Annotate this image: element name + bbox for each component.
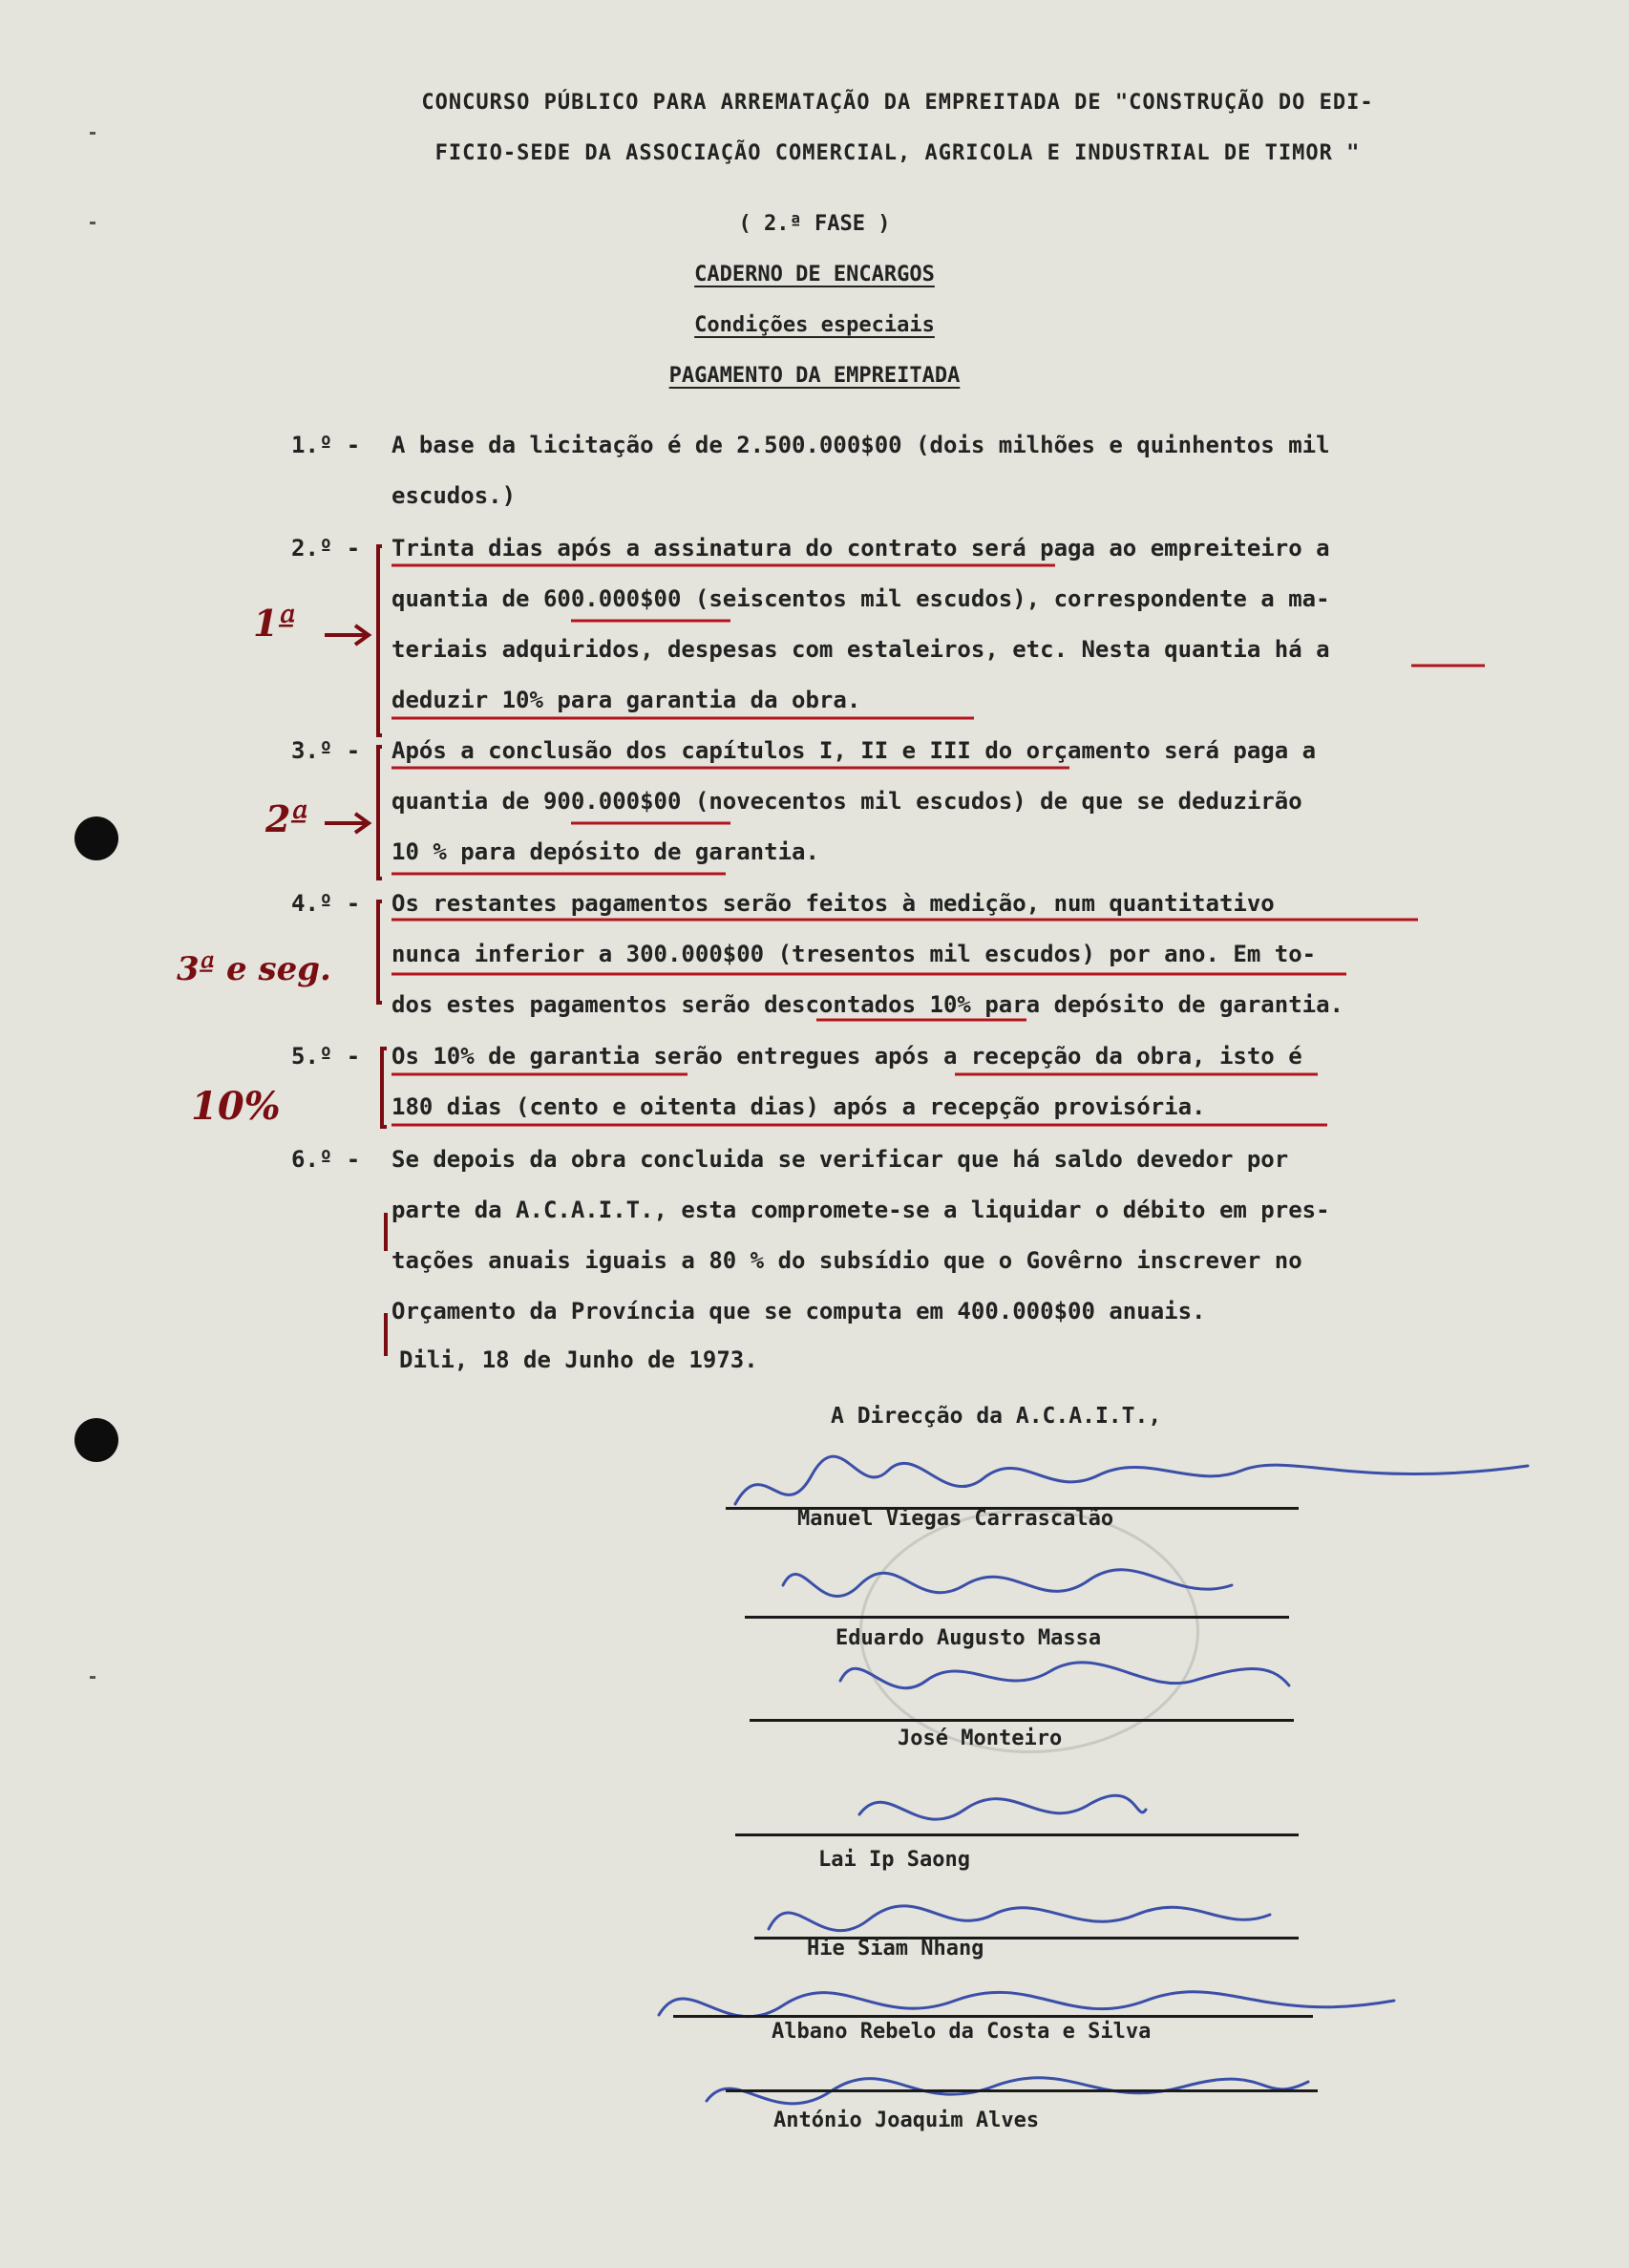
paragraph-line: Os 10% de garantia serão entregues após a recepção da obra, isto é xyxy=(391,1043,1302,1070)
margin-note-4: 10% xyxy=(191,1084,281,1129)
signature-line xyxy=(750,1719,1294,1722)
signatory-name: Lai Ip Saong xyxy=(818,1848,970,1872)
margin-note-3: 3ª e seg. xyxy=(177,950,331,988)
signature-line xyxy=(745,1616,1289,1619)
paragraph-2 xyxy=(291,523,1494,726)
speck xyxy=(90,132,95,135)
signatory-name: António Joaquim Alves xyxy=(773,2109,1040,2132)
paragraph-line: deduzir 10% para garantia da obra. xyxy=(391,687,861,713)
paragraph-line: tações anuais iguais a 80 % do subsídio que o Govêrno inscrever no xyxy=(391,1247,1302,1274)
paragraph-number: 3.º - xyxy=(291,737,361,764)
punch-hole-bottom xyxy=(74,1418,118,1462)
paragraph-4 xyxy=(291,879,1494,1030)
paragraph-number: 1.º - xyxy=(291,432,361,458)
document-date: Dili, 18 de Junho de 1973. xyxy=(399,1346,758,1373)
paragraph-line: Trinta dias após a assinatura do contrato será paga ao empreiteiro a xyxy=(391,535,1330,562)
signatory-name: Hie Siam Nhang xyxy=(807,1937,984,1961)
speck xyxy=(90,1676,95,1679)
paragraph-line: escudos.) xyxy=(391,482,517,509)
paragraph-line: dos estes pagamentos serão descontados 10% para depósito de garantia. xyxy=(391,991,1343,1018)
document-subtitle: Condições especiais xyxy=(694,313,935,337)
paragraph-number: 4.º - xyxy=(291,890,361,917)
paragraph-5 xyxy=(291,1031,1494,1133)
section-title: PAGAMENTO DA EMPREITADA xyxy=(668,364,961,388)
signature-line xyxy=(673,2015,1313,2018)
signatory-name: Eduardo Augusto Massa xyxy=(836,1626,1102,1650)
paragraph-line: quantia de 900.000$00 (novecentos mil escudos) de que se deduzirão xyxy=(391,788,1302,815)
signing-body: A Direcção da A.C.A.I.T., xyxy=(831,1404,1162,1429)
paragraph-1 xyxy=(291,420,1494,521)
paragraph-6 xyxy=(291,1134,1494,1337)
paragraph-line: Os restantes pagamentos serão feitos à medição, num quantitativo xyxy=(391,890,1275,917)
header-line-2: FICIO-SEDE DA ASSOCIAÇÃO COMERCIAL, AGRICOLA E INDUSTRIAL DE TIMOR " xyxy=(434,141,1361,165)
paragraph-number: 2.º - xyxy=(291,535,361,562)
signatory-name: Albano Rebelo da Costa e Silva xyxy=(772,2020,1152,2044)
signatory-name: Manuel Viegas Carrascalão xyxy=(797,1507,1114,1531)
paragraph-line: quantia de 600.000$00 (seiscentos mil escudos), correspondente a ma- xyxy=(391,585,1330,612)
document-title: CADERNO DE ENCARGOS xyxy=(694,263,935,286)
paragraph-line: Orçamento da Província que se computa em 400.000$00 anuais. xyxy=(391,1298,1206,1325)
paragraph-line: nunca inferior a 300.000$00 (tresentos mil escudos) por ano. Em to- xyxy=(391,941,1317,967)
margin-note-1: 1ª xyxy=(253,602,296,645)
signatory-name: José Monteiro xyxy=(898,1727,1063,1750)
paragraph-line: A base da licitação é de 2.500.000$00 (dois milhões e quinhentos mil xyxy=(391,432,1330,458)
paragraph-line: 180 dias (cento e oitenta dias) após a recepção provisória. xyxy=(391,1093,1206,1120)
margin-note-2: 2ª xyxy=(265,797,308,840)
paragraph-line: Se depois da obra concluida se verificar que há saldo devedor por xyxy=(391,1146,1289,1173)
paragraph-line: teriais adquiridos, despesas com estaleiros, etc. Nesta quantia há a xyxy=(391,636,1330,663)
header-line-1: CONCURSO PÚBLICO PARA ARREMATAÇÃO DA EMPREITADA DE "CONSTRUÇÃO DO EDI- xyxy=(421,91,1374,115)
paragraph-number: 5.º - xyxy=(291,1043,361,1070)
signature-line xyxy=(726,2089,1318,2092)
punch-hole-top xyxy=(74,816,118,860)
paragraph-3 xyxy=(291,726,1494,878)
paragraph-number: 6.º - xyxy=(291,1146,361,1173)
signature-line xyxy=(735,1833,1299,1836)
phase-label: ( 2.ª FASE ) xyxy=(738,212,891,236)
paragraph-line: Após a conclusão dos capítulos I, II e III do orçamento será paga a xyxy=(391,737,1317,764)
paragraph-line: 10 % para depósito de garantia. xyxy=(391,838,819,865)
paragraph-line: parte da A.C.A.I.T., esta compromete-se a liquidar o débito em pres- xyxy=(391,1197,1330,1223)
